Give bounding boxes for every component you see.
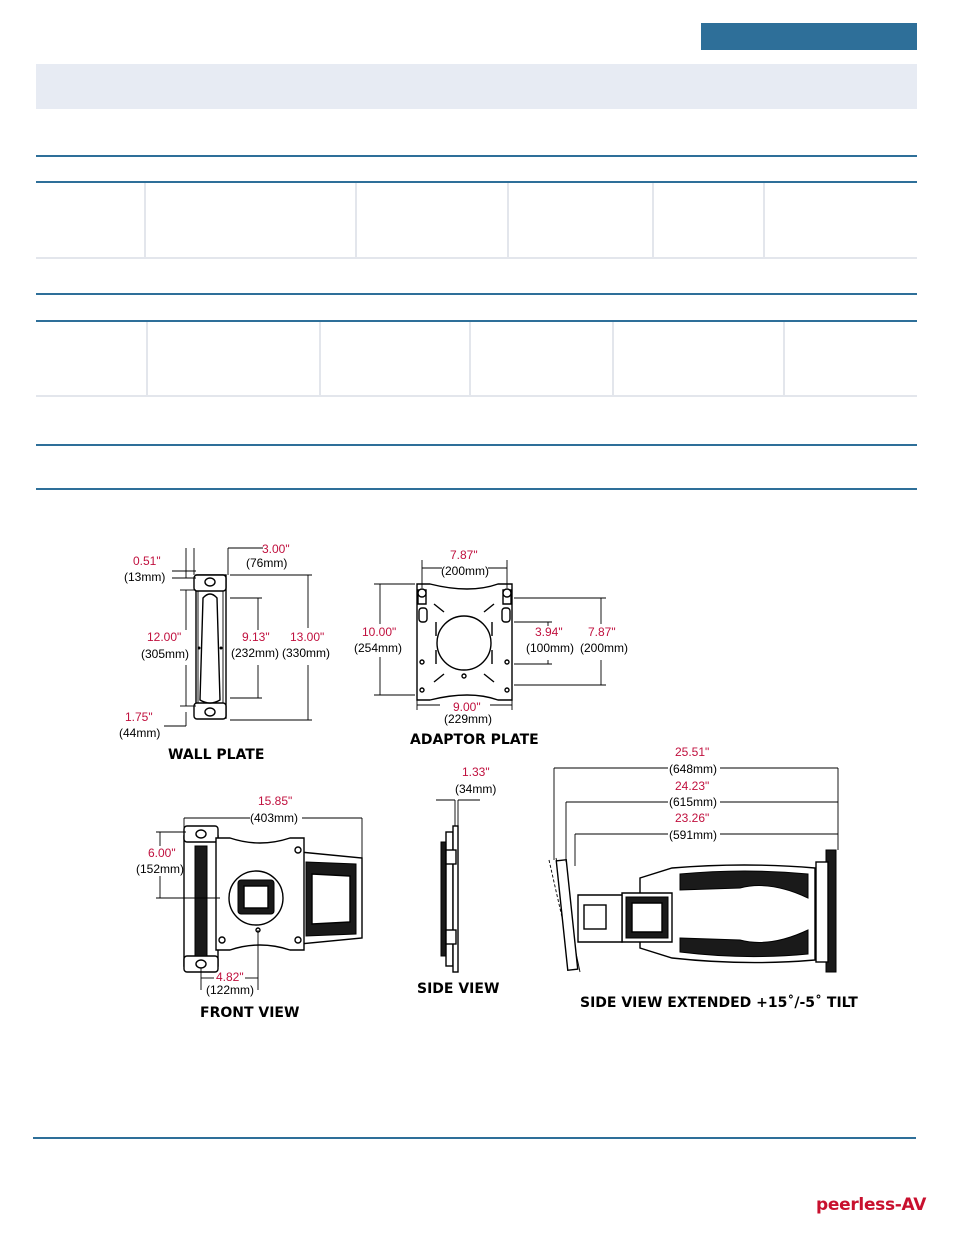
dim-inches: 12.00": [147, 630, 182, 644]
dim-inches: 15.85": [258, 794, 293, 808]
dim-inches: 24.23": [675, 779, 710, 793]
caption-adaptor-plate: ADAPTOR PLATE: [410, 732, 539, 748]
peerless-av-logo[interactable]: peerless-AV: [816, 1195, 927, 1215]
dim-inches: 3.00": [262, 542, 290, 556]
dim-inches: 6.00": [148, 846, 176, 860]
dim-mm: (330mm): [282, 646, 331, 660]
dim-inches: 13.00": [290, 630, 325, 644]
dim-inches: 7.87": [450, 548, 478, 562]
dim-mm: (122mm): [206, 983, 255, 997]
dim-mm: (200mm): [580, 641, 629, 655]
dim-mm: (403mm): [250, 811, 299, 825]
dim-mm: (34mm): [455, 782, 497, 796]
dim-mm: (76mm): [246, 556, 288, 570]
front-view-drawing: [136, 794, 362, 1021]
caption-front-view: FRONT VIEW: [200, 1005, 300, 1021]
dim-mm: (305mm): [141, 647, 190, 661]
footer-rule: [33, 1137, 916, 1139]
dim-inches: 23.26": [675, 811, 710, 825]
side-wall-plate: [441, 842, 446, 956]
caption-wall-plate: WALL PLATE: [168, 747, 265, 763]
dim-inches: 9.00": [453, 700, 481, 714]
dim-inches: 7.87": [588, 625, 616, 639]
caption-side-view-extended: SIDE VIEW EXTENDED +15˚/-5˚ TILT: [580, 995, 858, 1011]
dim-inches: 9.13": [242, 630, 270, 644]
dim-mm: (591mm): [669, 828, 718, 842]
dim-mm: (13mm): [124, 570, 166, 584]
dim-inches: 1.75": [125, 710, 153, 724]
caption-side-view: SIDE VIEW: [417, 981, 500, 997]
adaptor-center-hole: [437, 616, 491, 670]
mounting-hole: [205, 708, 215, 716]
side-view-drawing: [417, 765, 499, 997]
dim-mm: (200mm): [441, 564, 490, 578]
dim-inches: 3.94": [535, 625, 563, 639]
dim-mm: (229mm): [444, 712, 493, 726]
dim-inches: 4.82": [216, 970, 244, 984]
mounting-hole: [205, 578, 215, 586]
side-view-extended-drawing: [549, 745, 858, 1011]
dim-mm: (152mm): [136, 862, 185, 876]
adaptor-plate-drawing: [354, 548, 628, 748]
dim-mm: (615mm): [669, 795, 718, 809]
dim-mm: (648mm): [669, 762, 718, 776]
dim-mm: (254mm): [354, 641, 403, 655]
dim-mm: (44mm): [119, 726, 161, 740]
dim-inches: 1.33": [462, 765, 490, 779]
dim-mm: (100mm): [526, 641, 575, 655]
wall-plate-rail: [200, 594, 220, 703]
wall-plate-drawing: [119, 542, 330, 763]
dim-inches: 25.51": [675, 745, 710, 759]
dim-inches: 0.51": [133, 554, 161, 568]
dim-inches: 10.00": [362, 625, 397, 639]
dim-mm: (232mm): [231, 646, 280, 660]
